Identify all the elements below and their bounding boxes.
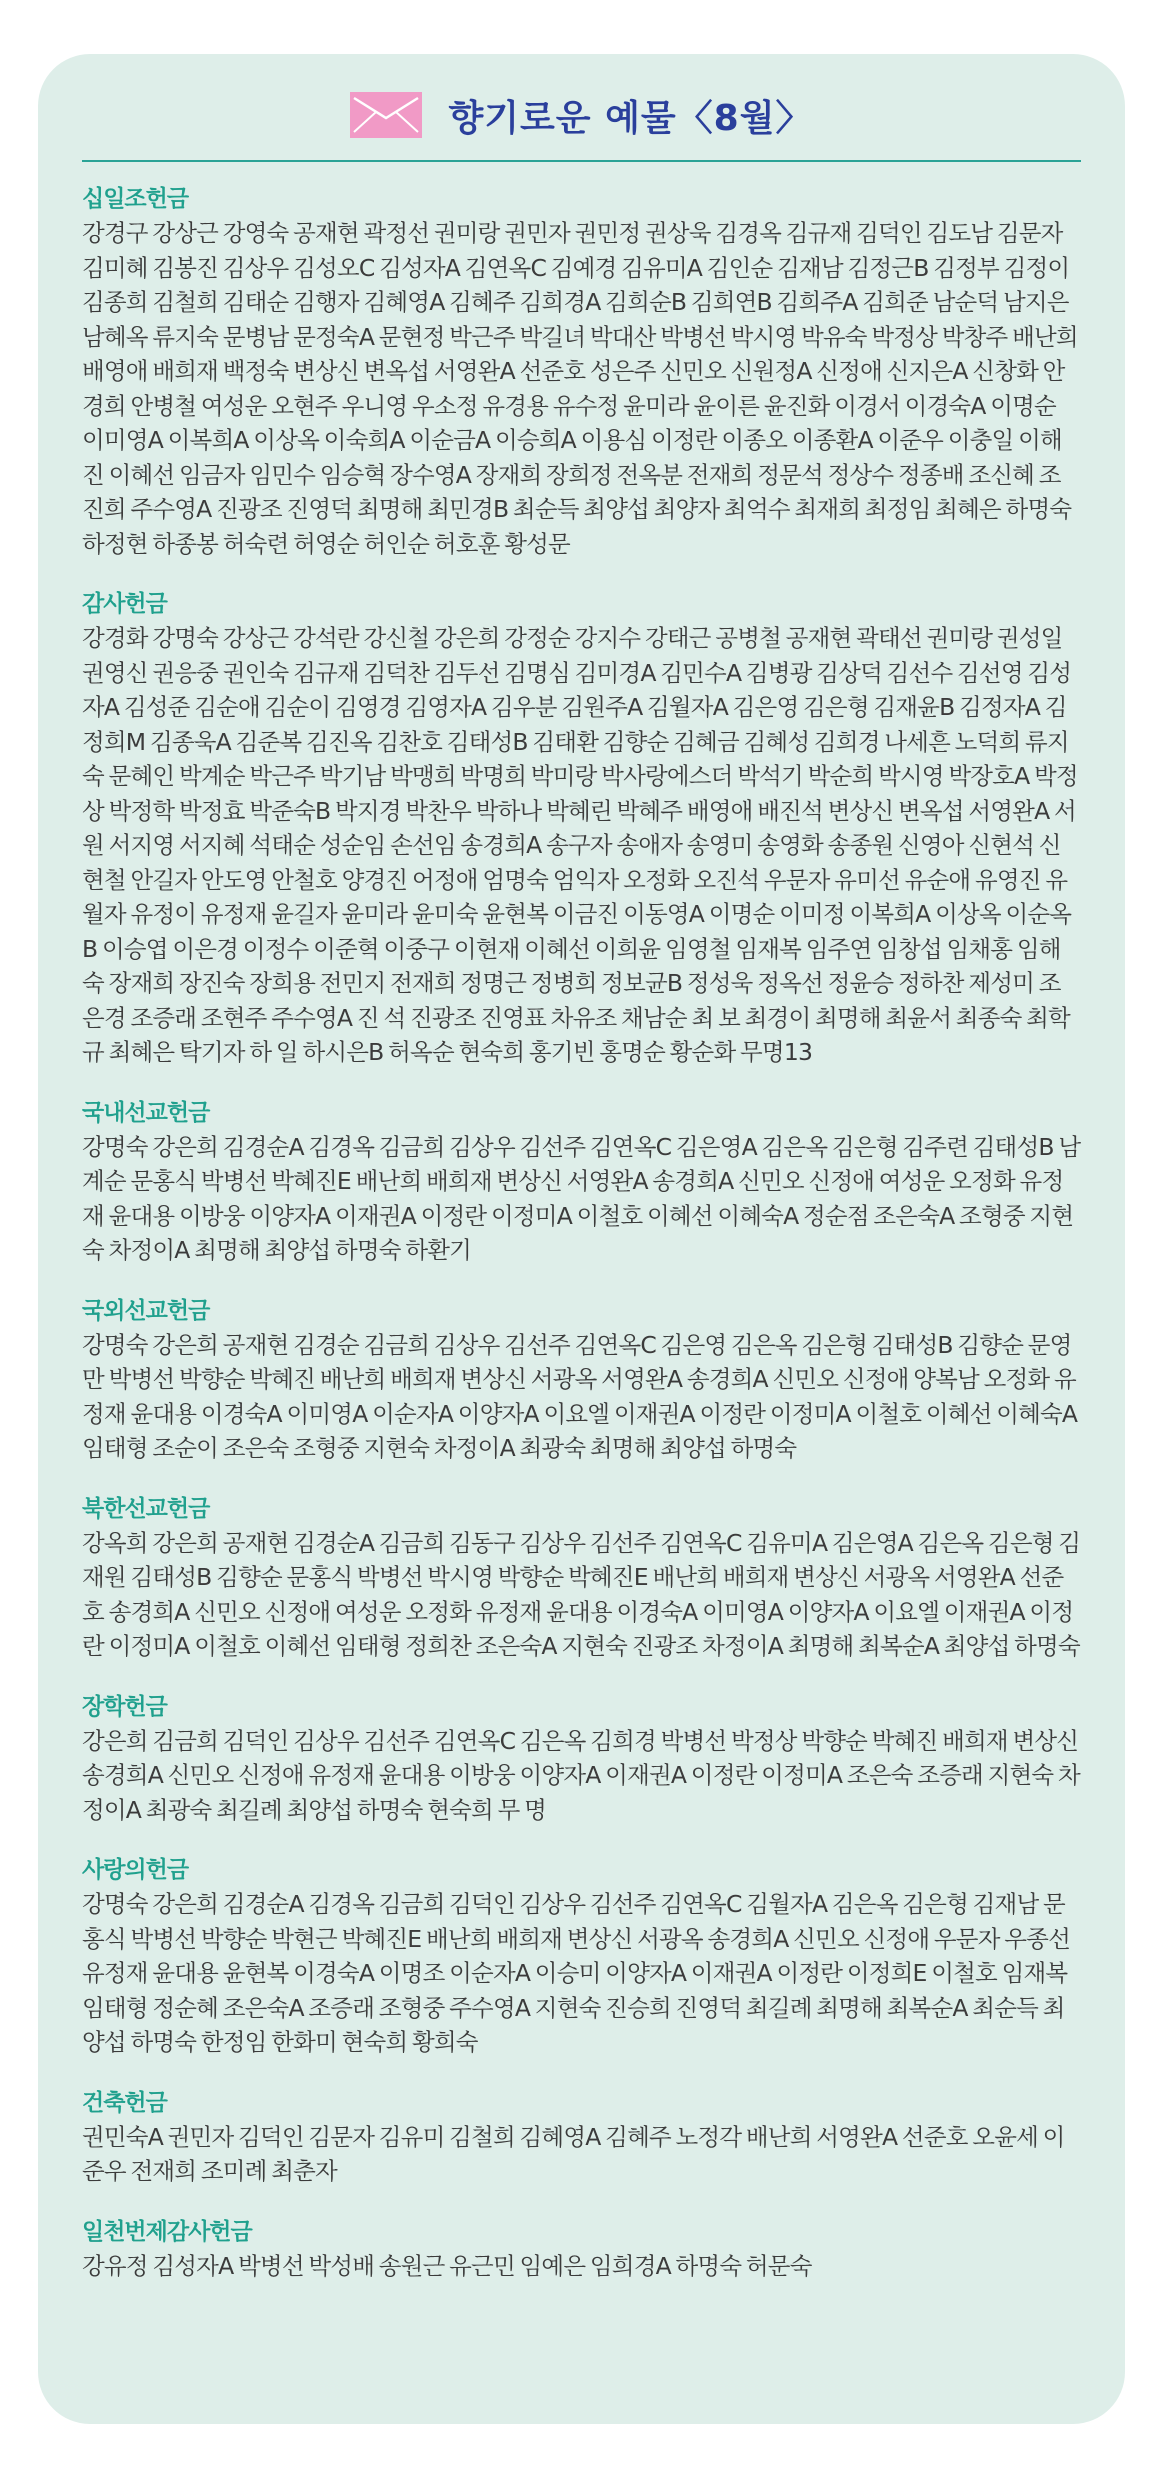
section-foreign-mission <box>82 1294 1081 1466</box>
page-header <box>82 76 1081 154</box>
section-domestic-mission <box>82 1096 1081 1268</box>
section-title: 장학헌금 <box>82 1693 167 1720</box>
donor-names: 강유정 김성자A 박병선 박성배 송원근 유근민 임예은 임희경A 하명숙 허문숙 <box>82 2251 812 2280</box>
envelope-icon <box>350 92 422 138</box>
section-north-korea-mission <box>82 1492 1081 1664</box>
donor-names: 강은희 김금희 김덕인 김상우 김선주 김연옥C 김은옥 김희경 박병선 박정상 박향순 박혜진 배희재 변상신 송경희A 신민오 신정애 유정재 윤대용 이방웅 이양자A 이재권A 이정란 이정미A 조은숙 조증래 지현숙 차정이A 최광숙 최길례 최양섭 하명숙 현숙희 무 명 <box>82 1726 1080 1824</box>
donor-names: 강명숙 강은희 김경순A 김경옥 김금희 김상우 김선주 김연옥C 김은영A 김은옥 김은형 김주련 김태성B 남계순 문홍식 박병선 박혜진E 배난희 배희재 변상신 서영완A 송경희A 신민오 신정애 여성운 오정화 유정재 윤대용 이방웅 이양자A 이재권A 이정란 이정미A 이철호 이혜선 이혜숙A 정순점 조은숙A 조형중 지현숙 차정이A 최명해 최양섭 하명숙 하환기 <box>82 1132 1081 1264</box>
donor-names: 강경구 강상근 강영숙 공재현 곽정선 권미랑 권민자 권민정 권상욱 김경옥 김규재 김덕인 김도남 김문자 김미혜 김봉진 김상우 김성오C 김성자A 김연옥C 김예경 김유미A 김인순 김재남 김정근B 김정부 김정이 김종희 김철희 김태순 김행자 김혜영A 김혜주 김희경A 김희순B 김희연B 김희주A 김희준 남순덕 남지은 남혜옥 류지숙 문병남 문정숙A 문현정 박근주 박길녀 박대산 박병선 박시영 박유숙 박정상 박창주 배난희 배영애 배희재 백정숙 변상신 변옥섭 서영완A 선준호 성은주 신민오 신원정A 신정애 신지은A 신창화 안경희 안병철 여성운 오현주 우니영 우소정 유경용 유수정 윤미라 윤이른 윤진화 이경서 이경숙A 이명순 이미영A 이복희A 이상옥 이숙희A 이순금A 이승희A 이용심 이정란 이종오 이종환A 이준우 이충일 이해진 이혜선 임금자 임민수 임승혁 장수영A 장재희 장희정 전옥분 전재희 정문석 정상수 정종배 조신혜 조진희 주수영A 진광조 진영덕 최명해 최민경B 최순득 최양섭 최양자 최억수 최재희 최정임 최혜은 하명숙 하정현 하종봉 허숙련 허영순 허인순 허호훈 황성문 <box>82 219 1078 558</box>
section-scholarship <box>82 1690 1081 1828</box>
donor-names: 강경화 강명숙 강상근 강석란 강신철 강은희 강정순 강지수 강태근 공병철 공재현 곽태선 권미랑 권성일 권영신 권응중 권인숙 김규재 김덕찬 김두선 김명심 김미경A 김민수A 김병광 김상덕 김선수 김선영 김성자A 김성준 김순애 김순이 김영경 김영자A 김우분 김원주A 김월자A 김은영 김은형 김재윤B 김정자A 김정희M 김종욱A 김준복 김진옥 김찬호 김태성B 김태환 김향순 김혜금 김혜성 김희경 나세흔 노덕희 류지숙 문혜인 박계순 박근주 박기남 박맹희 박명희 박미랑 박사랑에스더 박석기 박순희 박시영 박장호A 박정상 박정학 박정효 박준숙B 박지경 박찬우 박하나 박혜린 박혜주 배영애 배진석 변상신 변옥섭 서영완A 서 원 서지영 서지혜 석태순 성순임 손선임 송경희A 송구자 송애자 송영미 송영화 송종원 신영아 신현석 신현철 안길자 안도영 안철호 양경진 어정애 엄명숙 엄익자 오정화 오진석 우문자 유미선 유순애 유영진 유월자 유정이 유정재 윤길자 윤미라 윤미숙 윤현복 이금진 이동영A 이명순 이미정 이복희A 이상옥 이순옥B 이승엽 이은경 이정수 이준혁 이중구 이현재 이혜선 이희윤 임영철 임재복 임주연 임창섭 임채홍 임해숙 장재희 장진숙 장희용 전민지 전재희 정명근 정병희 정보균B 정성욱 정옥선 정윤승 정하찬 제성미 조은경 조증래 조현주 주수영A 진 석 진광조 진영표 차유조 채남순 최 보 최경이 최명해 최윤서 최종숙 최학규 최혜은 탁기자 하 일 하시은B 허옥순 현숙희 홍기빈 홍명순 황순화 무명13 <box>82 624 1078 1066</box>
section-title: 국내선교헌금 <box>82 1099 210 1126</box>
section-thanksgiving <box>82 587 1081 1070</box>
section-title: 사랑의헌금 <box>82 1857 189 1883</box>
section-title: 건축헌금 <box>82 2089 167 2116</box>
offering-card <box>38 54 1125 2424</box>
donor-names: 강옥희 강은희 공재현 김경순A 김금희 김동구 김상우 김선주 김연옥C 김유미A 김은영A 김은옥 김은형 김재원 김태성B 김향순 문홍식 박병선 박시영 박향순 박혜진E 배난희 배희재 변상신 서광옥 서영완A 선준호 송경희A 신민오 신정애 여성운 오정화 유정재 윤대용 이경숙A 이미영A 이양자A 이요엘 이재권A 이정란 이정미A 이철호 이혜선 임태형 정희찬 조은숙A 지현숙 진광조 차정이A 최명해 최복순A 최양섭 하명숙 <box>82 1528 1081 1660</box>
section-thousand-offering <box>82 2215 1081 2284</box>
header-divider <box>82 160 1081 162</box>
section-title: 국외선교헌금 <box>82 1297 210 1324</box>
section-tithe <box>82 182 1081 561</box>
donor-names: 권민숙A 권민자 김덕인 김문자 김유미 김철희 김혜영A 김혜주 노정각 배난희 서영완A 선준호 오윤세 이준우 전재희 조미례 최춘자 <box>82 2122 1065 2185</box>
section-title: 일천번제감사헌금 <box>82 2218 252 2245</box>
section-title: 십일조헌금 <box>82 186 189 212</box>
donor-names: 강명숙 강은희 김경순A 김경옥 김금희 김덕인 김상우 김선주 김연옥C 김월자A 김은옥 김은형 김재남 문홍식 박병선 박향순 박현근 박혜진E 배난희 배희재 변상신 서광옥 송경희A 신민오 신정애 우문자 우종선 유정재 윤대용 윤현복 이경숙A 이명조 이순자A 이승미 이양자A 이재권A 이정란 이정희E 이철호 임재복 임태형 정순혜 조은숙A 조증래 조형중 주수영A 지현숙 진승희 진영덕 최길례 최명해 최복순A 최순득 최양섭 하명숙 한정임 한화미 현숙희 황희숙 <box>82 1890 1070 2056</box>
page-title: 향기로운 예물〈8월〉 <box>448 97 813 139</box>
section-title: 북한선교헌금 <box>82 1495 210 1522</box>
section-building <box>82 2086 1081 2189</box>
donor-names: 강명숙 강은희 공재현 김경순 김금희 김상우 김선주 김연옥C 김은영 김은옥 김은형 김태성B 김향순 문영만 박병선 박향순 박혜진 배난희 배희재 변상신 서광옥 서영완A 송경희A 신민오 신정애 양복남 오정화 유정재 윤대용 이경숙A 이미영A 이순자A 이양자A 이요엘 이재권A 이정란 이정미A 이철호 이혜선 이혜숙A 임태형 조순이 조은숙 조형중 지현숙 차정이A 최광숙 최명해 최양섭 하명숙 <box>82 1330 1078 1462</box>
offering-sections <box>82 182 1081 2283</box>
section-love <box>82 1853 1081 2060</box>
section-title: 감사헌금 <box>82 591 167 617</box>
